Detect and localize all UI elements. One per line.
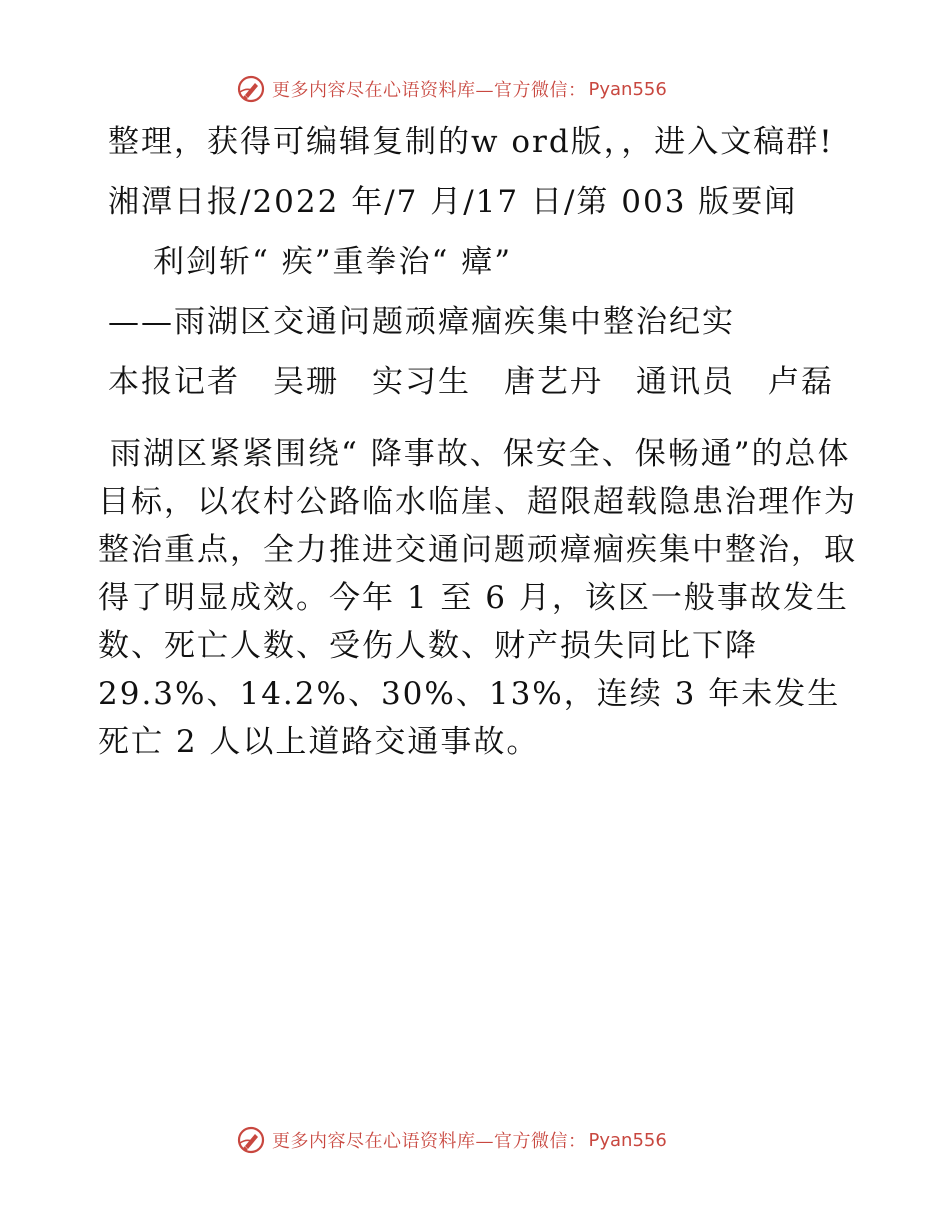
article-title: 利剑斩“ 疾”重拳治“ 瘴”: [153, 244, 513, 280]
article-subtitle: ——雨湖区交通问题顽瘴痼疾集中整治纪实: [108, 304, 735, 340]
source-line: 湘潭日报/2022 年/7 月/17 日/第 003 版要闻: [108, 184, 798, 220]
banner-text: 更多内容尽在心语资料库—官方微信：: [272, 80, 587, 101]
byline: 本报记者 吴珊 实习生 唐艺丹 通讯员 卢磊: [108, 364, 834, 400]
banner-wechat-id: Pyan556: [588, 1129, 667, 1151]
body-paragraph: 雨湖区紧紧围绕“ 降事故、保安全、保畅通”的总体目标，以农村公路临水临崖、超限超载隐患治理作为整治重点，全力推进交通问题顽瘴痼疾集中整治，取得了明显成效。今年 1 至 6 月，该区一般事故发生数、死亡人数、受伤人数、财产损失同比下降 29.3%、14.2%、30%、13%，连续 3 年未发生死亡 2 人以上道路交通事故。: [98, 436, 857, 760]
pen-logo-icon: [236, 1125, 266, 1155]
header-watermark-banner: [236, 72, 667, 106]
intro-paragraph: 整理，获得可编辑复制的w ord版，，进入文稿群!: [108, 124, 834, 160]
pen-logo-icon: [236, 74, 266, 104]
banner-text: 更多内容尽在心语资料库—官方微信：: [272, 1131, 587, 1152]
document-body: [98, 120, 858, 766]
footer-watermark-banner: [236, 1123, 667, 1157]
banner-wechat-id: Pyan556: [588, 78, 667, 100]
